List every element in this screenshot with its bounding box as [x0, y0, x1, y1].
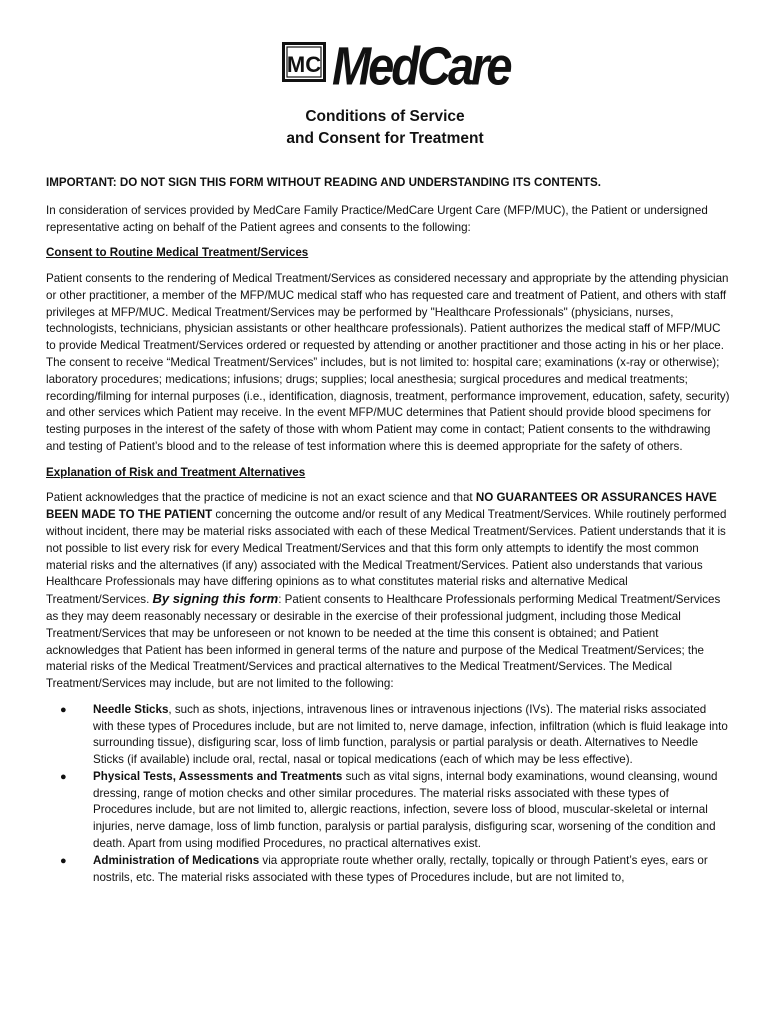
mc-badge-icon	[282, 42, 326, 82]
list-item-title: Needle Sticks	[93, 702, 169, 716]
list-item-title: Physical Tests, Assessments and Treatments	[93, 769, 343, 783]
list-item-text: , such as shots, injections, intravenous lines or intravenous injections (IVs). The material risks associated with these types of Procedures include, but are not limited to, nerve damage, infection, infiltration (which is fluid leakage into surrounding tissue), disfiguring scar, loss of limb function, paralysis or partial paralysis or death. Alternatives to Needle Sticks (if available) include oral, rectal, nasal or topical medications (each of which may be less effective).	[93, 702, 728, 767]
bullet-icon: ●	[60, 770, 67, 783]
section-heading-routine-treatment: Consent to Routine Medical Treatment/Services	[46, 246, 309, 260]
list-item-medications	[46, 853, 730, 887]
bullet-icon: ●	[60, 703, 67, 716]
risk-text-start: Patient acknowledges that the practice of medicine is not an exact science and that	[46, 491, 476, 505]
section-heading-risk-alternatives: Explanation of Risk and Treatment Alternatives	[46, 465, 306, 479]
no-guarantees-text: NO GUARANTEES OR ASSURANCES HAVE BEEN MADE TO THE PATIENT	[46, 491, 717, 522]
procedure-list	[46, 702, 730, 887]
by-signing-text: By signing this form	[152, 591, 279, 607]
form-body	[46, 175, 730, 886]
intro-paragraph: In consideration of services provided by MedCare Family Practice/MedCare Urgent Care (MFP/MUC), the Patient or undersigned representative acting on behalf of the Patient agrees and consents to the following:	[46, 203, 708, 234]
medcare-logo	[282, 35, 510, 97]
bullet-icon: ●	[60, 854, 67, 867]
risk-text-end: : Patient consents to Healthcare Professionals performing Medical Treatment/Services as they may deem reasonably necessary or desirable in the exercise of their professional judgment, including those Medical Treatment/Services that may be unforeseen or not known to be needed at the time this consent is obtained; and Patient acknowledges that Patient has been informed in general terms of the nature and purpose of the Medical Treatment/Services; the material risks of the Medical Treatment/Services and practical alternatives to the Medical Treatment/Services. The Medical Treatment/Services may include, but are not limited to the following:	[46, 593, 721, 691]
list-item-physical-tests	[46, 769, 730, 853]
list-item-needle-sticks	[46, 702, 730, 769]
routine-treatment-paragraph: Patient consents to the rendering of Medical Treatment/Services as considered necessary and appropriate by the attending physician or other practitioner, a member of the MFP/MUC medical staff who has requested care and treatment of Patient, and others with staff privileges at MFP/MUC. Medical Treatment/Services may be performed by "Healthcare Professionals" (physicians, nurses, technologists, technicians, physician assistants or other healthcare professionals). Patient authorizes the medical staff of MFP/MUC to provide Medical Treatment/Services ordered or requested by attending or another practitioner and those acting in his or her place. The consent to receive “Medical Treatment/Services” includes, but is not limited to: hospital care; examinations (x-ray or otherwise); laboratory procedures; medications; infusions; drugs; supplies; local anesthesia; surgical procedures and medical treatments; recording/filming for internal purposes (i.e., identification, diagnosis, treatment, performance improvement, education, safety, security) and other services which Patient may receive. In the event MFP/MUC determines that Patient should provide blood specimens for testing purposes in the interest of the safety of those with whom Patient may come in contact; Patient consents to the withdrawing and testing of Patient’s blood and to the release of test information where this is deemed appropriate for the safety of others.	[46, 271, 730, 453]
risk-text-middle: concerning the outcome and/or result of any Medical Treatment/Services. While routinely performed without incident, there may be material risks associated with each of these Medical Treatment/Services. Patient understands that it is not possible to list every risk for every Medical Treatment/Services and that this form only attempts to identify the most common material risks and the alternatives (if any) associated with the Medical Treatment/Services. Patient also understands that various Healthcare Professionals may have differing opinions as to what constitutes material risks and alternative Medical Treatment/Services.	[46, 508, 727, 607]
mc-badge-text: MC	[286, 52, 322, 77]
form-title-line1: Conditions of Service	[305, 108, 465, 125]
form-title-line2: and Consent for Treatment	[286, 130, 484, 147]
logo-wordmark: MedCare	[332, 35, 510, 97]
list-item-title: Administration of Medications	[93, 853, 260, 867]
important-notice: IMPORTANT: DO NOT SIGN THIS FORM WITHOUT READING AND UNDERSTANDING ITS CONTENTS.	[46, 176, 601, 189]
list-item-text: via appropriate route whether orally, rectally, topically or through Patient’s eyes, ears or nostrils, etc. The material risks associated with these types of Procedures include, but are not limited to,	[93, 853, 708, 884]
list-item-text: such as vital signs, internal body examinations, wound cleansing, wound dressing, range of motion checks and other similar procedures. The material risks associated with these types of Procedures include, but are not limited to, allergic reactions, infection, severe loss of blood, muscular-skeletal or internal injuries, nerve damage, loss of limb function, paralysis or partial paralysis, disfiguring scar, worsening of the condition and death. Apart from using modified Procedures, no practical alternatives exist.	[93, 769, 718, 851]
risk-alternatives-paragraph	[46, 490, 730, 693]
